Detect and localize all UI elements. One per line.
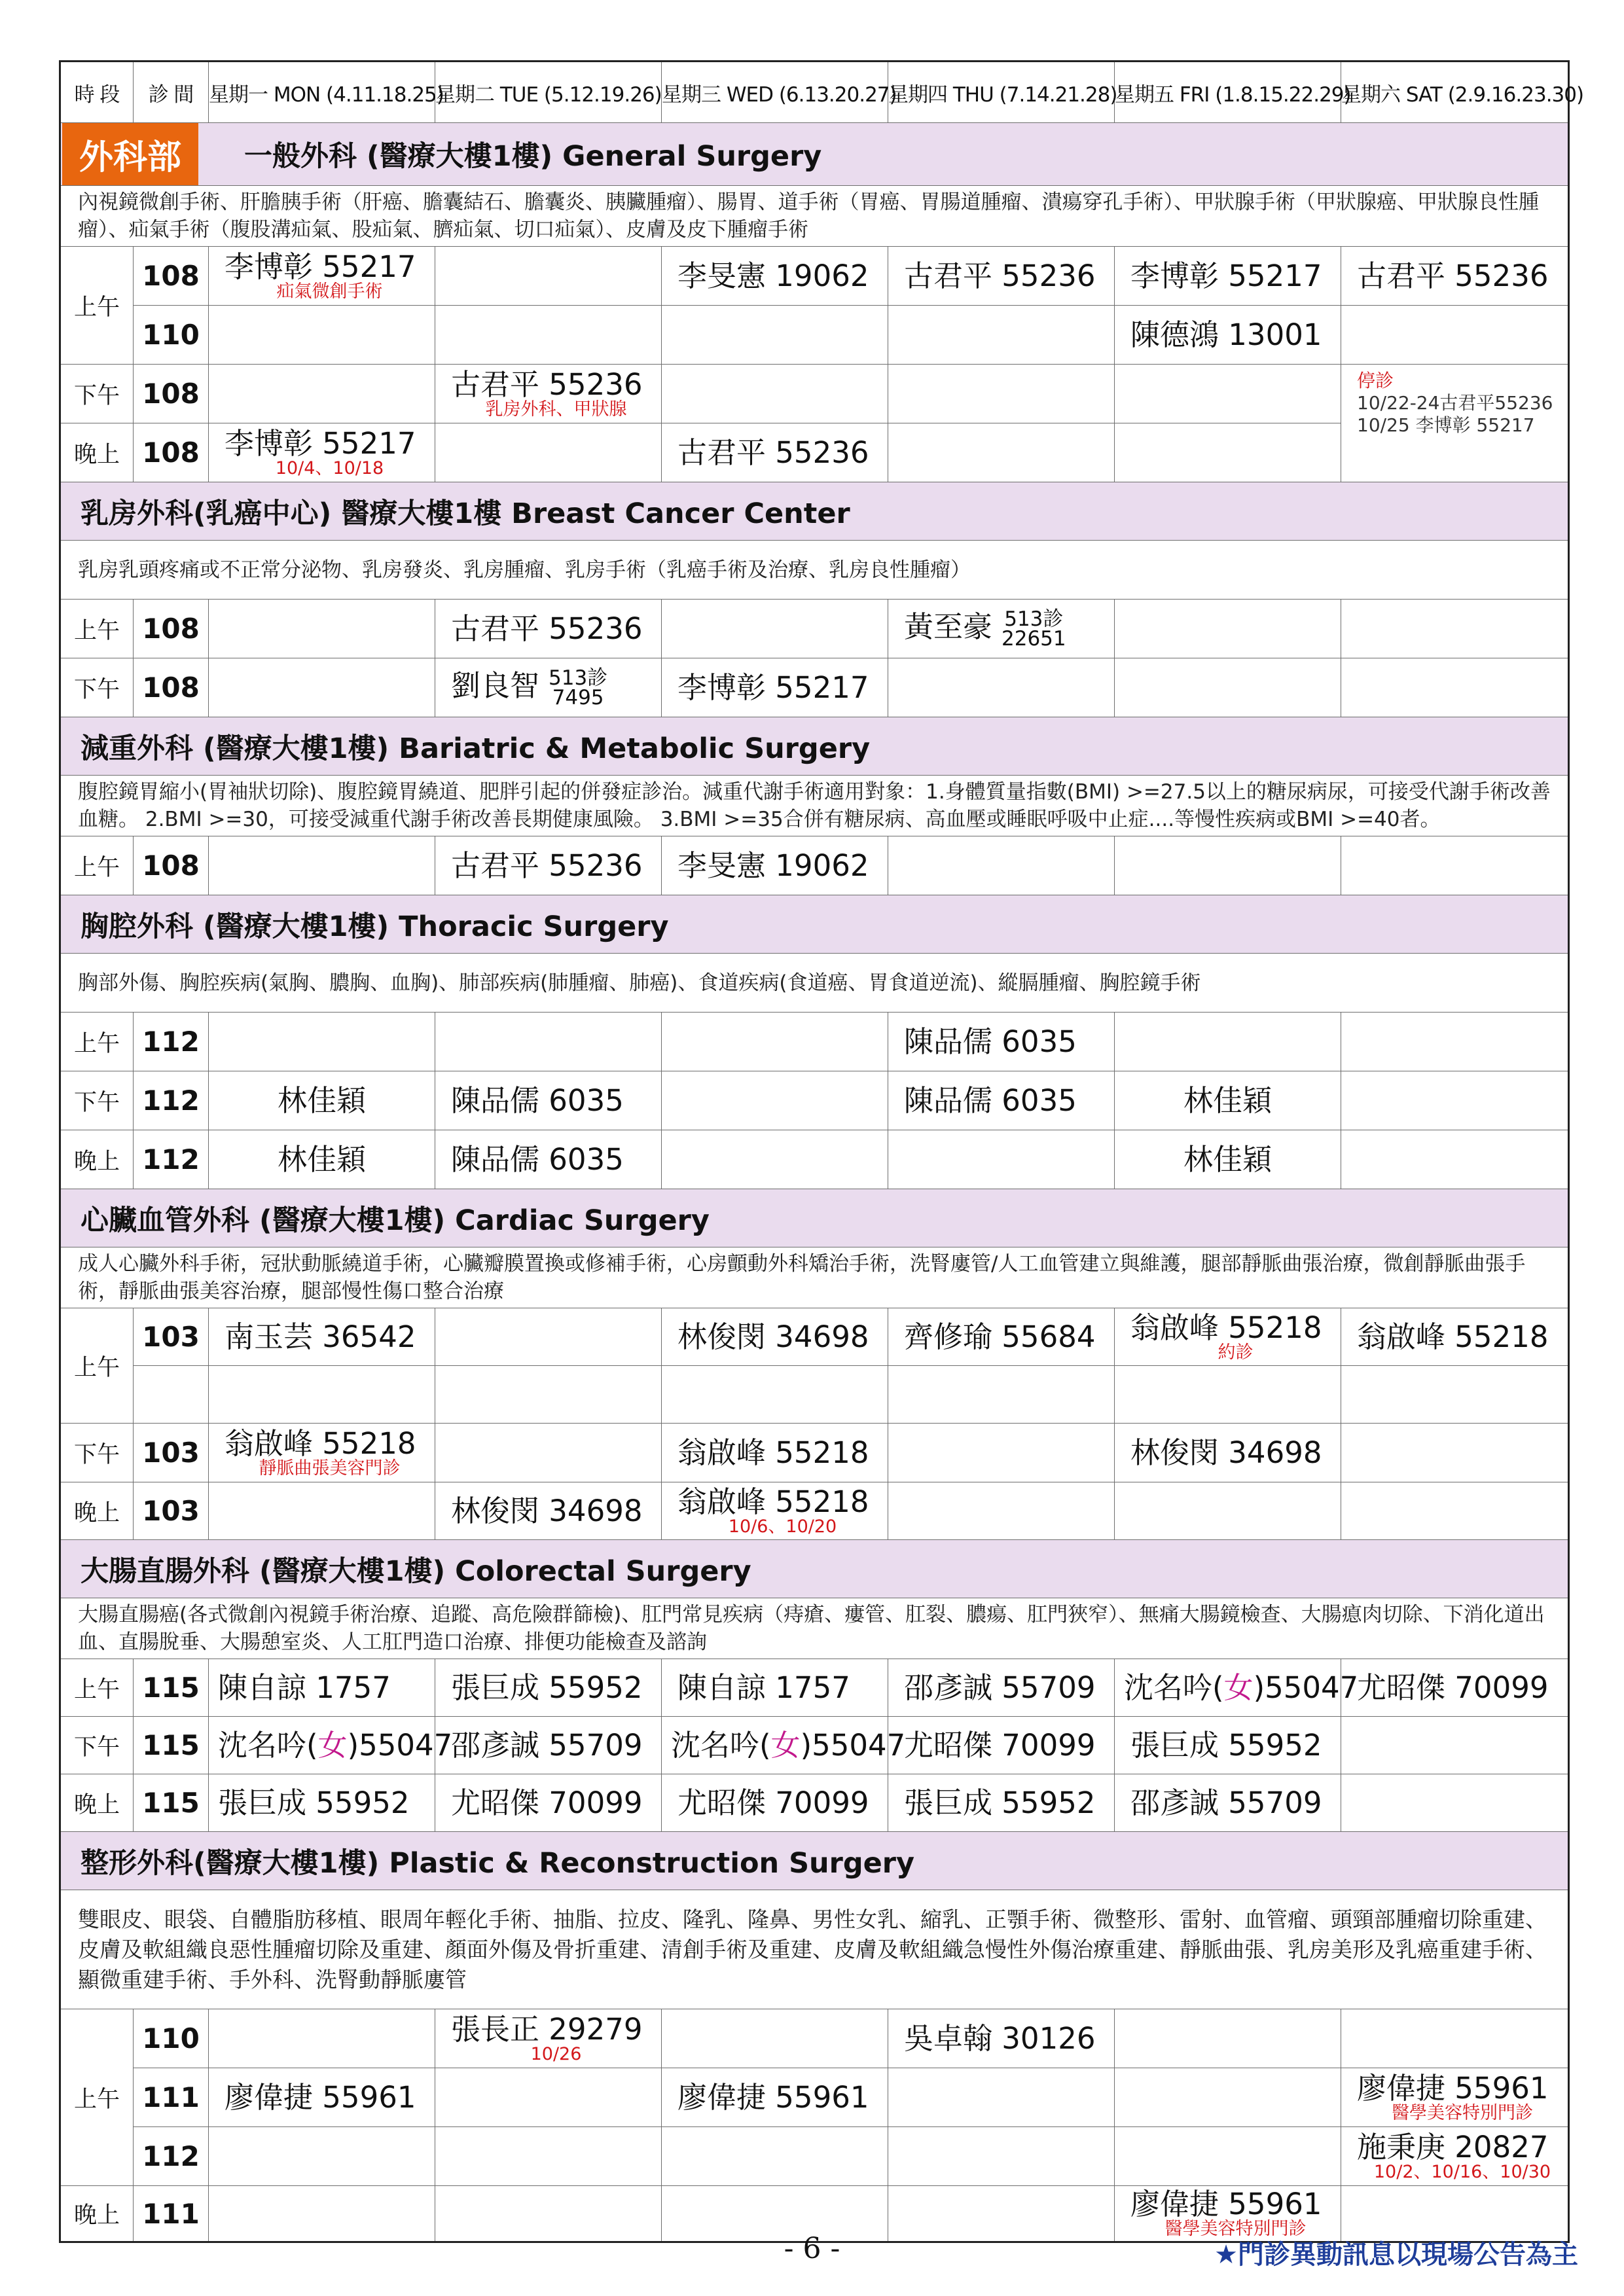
room-label: 513診 — [1004, 607, 1064, 631]
schedule-cell[interactable]: 邵彥誠 55709 — [1115, 1774, 1341, 1832]
room-number: 112 — [134, 1130, 209, 1189]
doctor-name: 翁啟峰 55218 — [225, 1426, 416, 1461]
clinic-note: 10/4、10/18 — [275, 457, 384, 478]
room-extension — [1001, 609, 1066, 649]
schedule-cell[interactable]: 陳自諒 1757 — [662, 1659, 888, 1717]
header-fri: 星期五 FRI (1.8.15.22.29) — [1115, 62, 1341, 123]
schedule-cell[interactable]: 南玉芸 36542 — [209, 1308, 435, 1366]
schedule-cell[interactable] — [435, 2009, 662, 2068]
schedule-cell[interactable] — [1341, 2068, 1569, 2127]
slot-label: 下午 — [60, 1717, 134, 1774]
schedule-cell[interactable]: 陳品儒 6035 — [435, 1130, 662, 1189]
room-number: 103 — [134, 1308, 209, 1366]
schedule-cell[interactable] — [435, 658, 662, 717]
section-cardiac-surgery — [60, 1189, 1569, 1247]
suspension-line: 10/22-24古君平55236 — [1357, 392, 1553, 414]
table-row — [60, 2127, 1569, 2186]
section-description: 雙眼皮、眼袋、自體脂肪移植、眼周年輕化手術、抽脂、拉皮、隆乳、隆鼻、男性女乳、縮乳、正顎手術、微整形、雷射、血管瘤、頭頸部腫瘤切除重建、皮膚及軟組織良惡性腫瘤切除及重建、顏面外傷及骨折重建、清創手術及重建、皮膚及軟組織急慢性外傷治療重建、靜脈曲張、乳房美形及乳癌重建手術、顯微重建手術、手外科、洗腎動靜脈廔管 — [60, 1890, 1569, 2009]
header-thu: 星期四 THU (7.14.21.28) — [888, 62, 1115, 123]
table-row — [60, 1482, 1569, 1540]
clinic-schedule-table — [59, 60, 1584, 2243]
schedule-cell[interactable]: 沈名吟(女)55047 — [209, 1717, 435, 1774]
extension-number: 22651 — [1001, 626, 1066, 651]
section-title: 胸腔外科 (醫療大樓1樓) Thoracic Surgery — [60, 895, 1569, 954]
section-description: 成人心臟外科手術，冠狀動脈繞道手術，心臟瓣膜置換或修補手術，心房顫動外科矯治手術，洗腎廔管/人工血管建立與維護，腿部靜脈曲張治療，微創靜脈曲張手術，靜脈曲張美容治療，腿部慢性傷口整合治療 — [60, 1247, 1569, 1308]
clinic-note: 10/2、10/16、10/30 — [1373, 2161, 1551, 2182]
table-row — [60, 306, 1569, 365]
schedule-cell[interactable]: 張巨成 55952 — [888, 1774, 1115, 1832]
table-row — [60, 1130, 1569, 1189]
schedule-cell[interactable]: 林俊閔 34698 — [435, 1482, 662, 1540]
clinic-note: 疝氣微創手術 — [276, 281, 383, 302]
section-title-cell — [60, 123, 1569, 186]
schedule-cell[interactable]: 李旻憲 19062 — [662, 247, 888, 306]
section-thoracic-surgery — [60, 895, 1569, 954]
schedule-cell[interactable]: 尤昭傑 70099 — [435, 1774, 662, 1832]
schedule-cell[interactable]: 林俊閔 34698 — [1115, 1424, 1341, 1482]
header-tue: 星期二 TUE (5.12.19.26) — [435, 62, 662, 123]
schedule-cell[interactable] — [888, 600, 1115, 658]
schedule-cell[interactable]: 吳卓翰 30126 — [888, 2009, 1115, 2068]
section-description: 乳房乳頭疼痛或不正常分泌物、乳房發炎、乳房腫瘤、乳房手術（乳癌手術及治療、乳房良性腫瘤） — [60, 541, 1569, 600]
table-row — [60, 1774, 1569, 1832]
clinic-note: 乳房外科、甲狀腺 — [485, 399, 627, 420]
extension-number: 55047 — [812, 1727, 906, 1763]
doctor-name: 廖偉捷 55961 — [1130, 2187, 1322, 2221]
room-number: 108 — [134, 423, 209, 482]
schedule-cell[interactable]: 林佳穎 — [209, 1130, 435, 1189]
section-title: 一般外科 (醫療大樓1樓) General Surgery — [244, 140, 822, 173]
clinic-note: 醫學美容特別門診 — [1164, 2219, 1307, 2239]
room-number: 115 — [134, 1774, 209, 1832]
room-number: 111 — [134, 2186, 209, 2242]
section-description: 胸部外傷、胸腔疾病(氣胸、膿胸、血胸)、肺部疾病(肺腫瘤、肺癌)、食道疾病(食道癌、胃食道逆流)、縱膈腫瘤、胸腔鏡手術 — [60, 954, 1569, 1013]
schedule-cell[interactable]: 古君平 55236 — [1341, 247, 1569, 306]
doctor-name: 李博彰 55217 — [225, 249, 416, 284]
table-row — [60, 2068, 1569, 2127]
schedule-cell[interactable]: 張巨成 55952 — [1115, 1717, 1341, 1774]
doctor-name: 劉良智 — [451, 668, 540, 703]
section-description: 腹腔鏡胃縮小(胃袖狀切除)、腹腔鏡胃繞道、肥胖引起的併發症診治。減重代謝手術適用對象：1.身體質量指數(BMI) >=27.5以上的糖尿病尿，可接受代謝手術改善血糖。 2.BMI >=30，可接受減重代謝手術改善長期健康風險。 3.BMI >=35合併有糖尿病、高血壓或睡眠呼吸中止症....等慢性疾病或BMI >=40者。 — [60, 776, 1569, 836]
room-number: 108 — [134, 247, 209, 306]
schedule-cell[interactable]: 李旻憲 19062 — [662, 836, 888, 895]
schedule-cell[interactable]: 廖偉捷 55961 — [662, 2068, 888, 2127]
room-number: 108 — [134, 600, 209, 658]
room-number: 112 — [134, 2127, 209, 2186]
slot-label: 晚上 — [60, 1482, 134, 1540]
room-number: 110 — [134, 2009, 209, 2068]
department-badge: 外科部 — [62, 123, 198, 185]
schedule-cell[interactable]: 古君平 55236 — [662, 423, 888, 482]
doctor-name: 沈名吟 — [1124, 1670, 1213, 1705]
section-title: 大腸直腸外科 (醫療大樓1樓) Colorectal Surgery — [60, 1540, 1569, 1598]
section-title: 減重外科 (醫療大樓1樓) Bariatric & Metabolic Surgery — [60, 717, 1569, 776]
schedule-cell[interactable]: 翁啟峰 55218 — [662, 1424, 888, 1482]
table-row — [60, 1659, 1569, 1717]
schedule-cell[interactable]: 林佳穎 — [1115, 1071, 1341, 1130]
room-number: 110 — [134, 306, 209, 365]
room-number: 112 — [134, 1071, 209, 1130]
footer-notice: ★門診異動訊息以現場公告為主 — [1214, 2240, 1578, 2270]
schedule-cell[interactable]: 陳品儒 6035 — [888, 1071, 1115, 1130]
schedule-cell[interactable]: 陳品儒 6035 — [435, 1071, 662, 1130]
table-row — [60, 1308, 1569, 1366]
header-wed: 星期三 WED (6.13.20.27) — [662, 62, 888, 123]
suspension-notice — [1341, 365, 1569, 482]
slot-label: 上午 — [60, 600, 134, 658]
suspension-label: 停診 — [1357, 370, 1394, 391]
room-number: 108 — [134, 658, 209, 717]
schedule-cell[interactable] — [1115, 1308, 1341, 1366]
clinic-note: 約診 — [1218, 1342, 1254, 1363]
section-bariatric-surgery — [60, 717, 1569, 776]
schedule-cell[interactable]: 翁啟峰 55218 — [1341, 1308, 1569, 1366]
schedule-cell[interactable]: 林俊閔 34698 — [662, 1308, 888, 1366]
section-general-surgery — [60, 123, 1569, 186]
table-row — [60, 247, 1569, 306]
slot-label: 下午 — [60, 365, 134, 423]
schedule-cell[interactable]: 古君平 55236 — [888, 247, 1115, 306]
slot-label: 晚上 — [60, 1130, 134, 1189]
slot-label: 晚上 — [60, 1774, 134, 1832]
room-number: 115 — [134, 1717, 209, 1774]
suspension-line: 10/25 李博彰 55217 — [1357, 414, 1535, 436]
clinic-note: 靜脈曲張美容門診 — [259, 1458, 401, 1479]
room-number: 108 — [134, 365, 209, 423]
schedule-cell[interactable] — [1341, 2127, 1569, 2186]
table-row — [60, 1424, 1569, 1482]
extension-number: 55047 — [1265, 1670, 1359, 1705]
clinic-note: 10/6、10/20 — [728, 1516, 837, 1537]
room-number: 115 — [134, 1659, 209, 1717]
schedule-cell[interactable]: 陳德鴻 13001 — [1115, 306, 1341, 365]
section-title: 乳房外科(乳癌中心) 醫療大樓1樓 Breast Cancer Center — [60, 482, 1569, 541]
section-plastic-surgery — [60, 1832, 1569, 1890]
schedule-cell[interactable] — [209, 1424, 435, 1482]
schedule-cell[interactable]: 邵彥誠 55709 — [888, 1659, 1115, 1717]
doctor-name: 翁啟峰 55218 — [1130, 1310, 1322, 1345]
section-colorectal-surgery — [60, 1540, 1569, 1598]
table-row — [60, 600, 1569, 658]
header-row — [60, 62, 1569, 123]
clinic-note: 10/26 — [530, 2043, 582, 2064]
schedule-cell[interactable] — [662, 1482, 888, 1540]
header-mon: 星期一 MON (4.11.18.25) — [209, 62, 435, 123]
slot-label: 上午 — [60, 1013, 134, 1071]
schedule-cell[interactable]: 尤昭傑 70099 — [1341, 1659, 1569, 1717]
table-row — [60, 836, 1569, 895]
doctor-name: 翁啟峰 55218 — [677, 1484, 869, 1519]
schedule-cell[interactable]: 林佳穎 — [209, 1071, 435, 1130]
extension-number: 7495 — [552, 685, 604, 709]
room-number: 108 — [134, 836, 209, 895]
room-label: 513診 — [549, 666, 608, 690]
table-row — [60, 1717, 1569, 1774]
doctor-name: 黃至豪 — [904, 609, 993, 644]
female-marker: 女 — [770, 1727, 801, 1763]
schedule-cell[interactable]: 尤昭傑 70099 — [662, 1774, 888, 1832]
schedule-cell[interactable] — [209, 247, 435, 306]
schedule-cell[interactable] — [209, 423, 435, 482]
schedule-cell — [435, 247, 662, 306]
slot-label: 上午 — [60, 2009, 134, 2186]
slot-label: 晚上 — [60, 2186, 134, 2242]
schedule-cell[interactable]: 林佳穎 — [1115, 1130, 1341, 1189]
table-row — [60, 1366, 1569, 1424]
section-title: 心臟血管外科 (醫療大樓1樓) Cardiac Surgery — [60, 1189, 1569, 1247]
room-number: 111 — [134, 2068, 209, 2127]
slot-label: 晚上 — [60, 423, 134, 482]
table-row — [60, 365, 1569, 423]
header-room: 診 間 — [134, 62, 209, 123]
doctor-name: 李博彰 55217 — [225, 425, 416, 461]
female-marker: 女 — [1223, 1670, 1254, 1705]
header-slot: 時 段 — [60, 62, 134, 123]
schedule-cell[interactable]: 尤昭傑 70099 — [888, 1717, 1115, 1774]
room-number: 103 — [134, 1424, 209, 1482]
header-sat: 星期六 SAT (2.9.16.23.30) — [1341, 62, 1569, 123]
table-row — [60, 658, 1569, 717]
schedule-cell[interactable]: 古君平 55236 — [435, 836, 662, 895]
section-title: 整形外科(醫療大樓1樓) Plastic & Reconstruction Surgery — [60, 1832, 1569, 1890]
slot-label: 上午 — [60, 1308, 134, 1424]
doctor-name: 廖偉捷 55961 — [1357, 2070, 1549, 2106]
schedule-cell[interactable]: 古君平 55236 — [435, 600, 662, 658]
schedule-cell[interactable]: 沈名吟(女)55047 — [662, 1717, 888, 1774]
schedule-cell[interactable]: 齊修瑜 55684 — [888, 1308, 1115, 1366]
slot-label: 下午 — [60, 1424, 134, 1482]
table-row — [60, 1071, 1569, 1130]
page-number: - 6 - — [784, 2232, 840, 2265]
room-extension — [549, 668, 607, 708]
section-breast-cancer-center — [60, 482, 1569, 541]
doctor-name: 張長正 29279 — [451, 2011, 643, 2047]
schedule-cell[interactable]: 廖偉捷 55961 — [209, 2068, 435, 2127]
schedule-cell[interactable]: 邵彥誠 55709 — [435, 1717, 662, 1774]
schedule-cell[interactable]: 陳自諒 1757 — [209, 1659, 435, 1717]
clinic-note: 醫學美容特別門診 — [1392, 2102, 1533, 2123]
schedule-cell[interactable]: 李博彰 55217 — [662, 658, 888, 717]
schedule-cell[interactable]: 李博彰 55217 — [1115, 247, 1341, 306]
schedule-cell[interactable]: 張巨成 55952 — [435, 1659, 662, 1717]
table-row — [60, 1013, 1569, 1071]
schedule-cell[interactable]: 張巨成 55952 — [209, 1774, 435, 1832]
doctor-name: 沈名吟 — [218, 1727, 307, 1763]
doctor-name: 沈名吟 — [671, 1727, 760, 1763]
schedule-cell[interactable] — [435, 365, 662, 423]
slot-label: 上午 — [60, 836, 134, 895]
extension-number: 55047 — [359, 1727, 453, 1763]
room-number: 103 — [134, 1482, 209, 1540]
slot-label: 下午 — [60, 1071, 134, 1130]
female-marker: 女 — [317, 1727, 348, 1763]
table-row — [60, 2009, 1569, 2068]
slot-label: 上午 — [60, 1659, 134, 1717]
section-description: 內視鏡微創手術、肝膽胰手術（肝癌、膽囊結石、膽囊炎、胰臟腫瘤）、腸胃、道手術（胃癌、胃腸道腫瘤、潰瘍穿孔手術）、甲狀腺手術（甲狀腺癌、甲狀腺良性腫瘤）、疝氣手術（腹股溝疝氣、股疝氣、臍疝氣、切口疝氣）、皮膚及皮下腫瘤手術 — [60, 186, 1569, 247]
section-description: 大腸直腸癌(各式微創內視鏡手術治療、追蹤、高危險群篩檢)、肛門常見疾病（痔瘡、瘻管、肛裂、膿瘍、肛門狹窄）、無痛大腸鏡檢查、大腸瘜肉切除、下消化道出血、直腸脫垂、大腸憩室炎、人工肛門造口治療、排便功能檢查及諮詢 — [60, 1598, 1569, 1659]
slot-label: 下午 — [60, 658, 134, 717]
schedule-cell[interactable]: 沈名吟(女)55047 — [1115, 1659, 1341, 1717]
doctor-name: 施秉庚 20827 — [1357, 2129, 1549, 2164]
schedule-cell[interactable]: 陳品儒 6035 — [888, 1013, 1115, 1071]
slot-label: 上午 — [60, 247, 134, 365]
room-number: 112 — [134, 1013, 209, 1071]
doctor-name: 古君平 55236 — [451, 367, 643, 402]
